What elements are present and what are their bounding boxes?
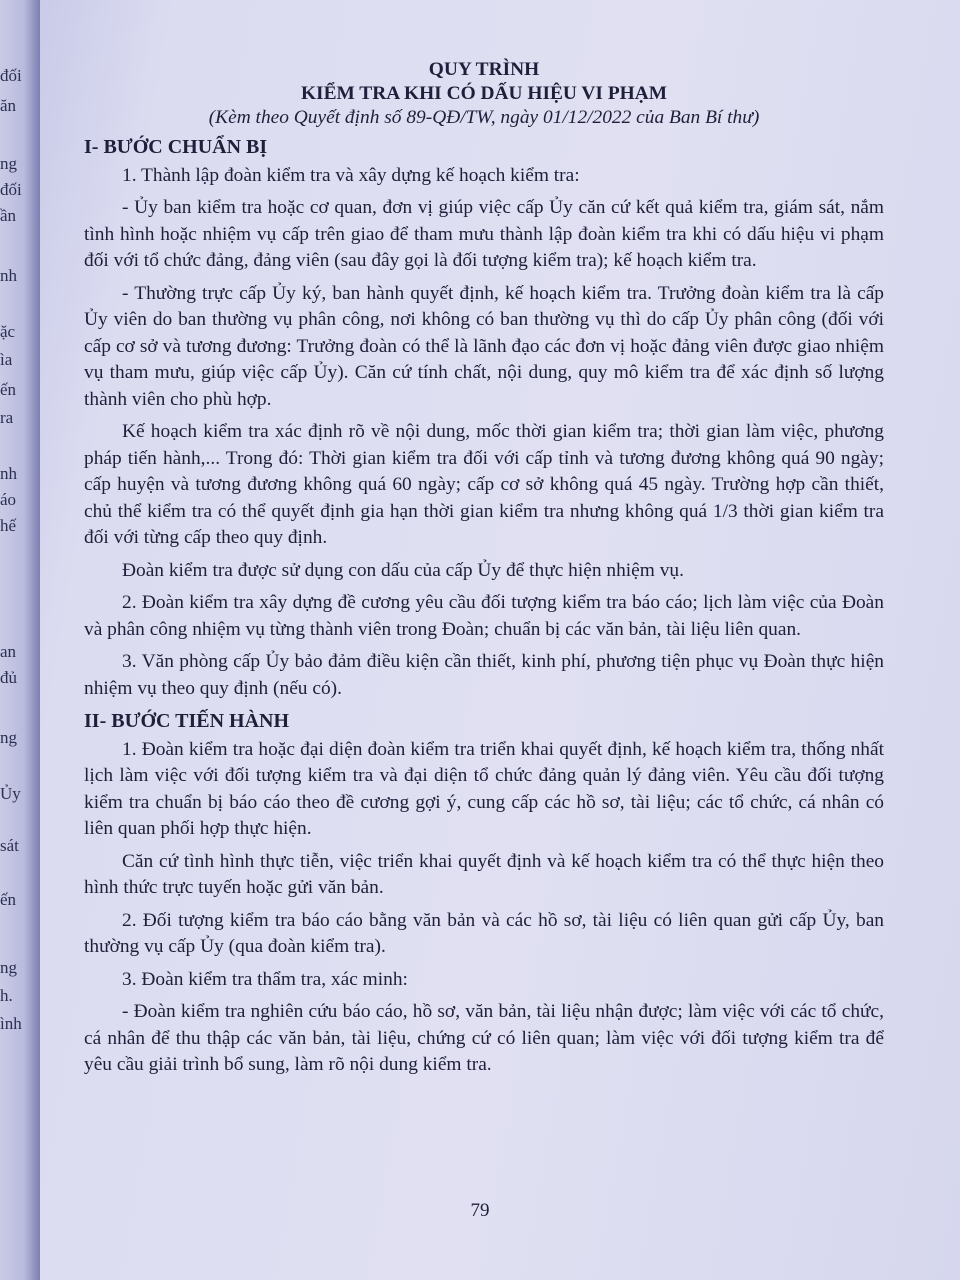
paragraph: 1. Đoàn kiểm tra hoặc đại diện đoàn kiểm tra triển khai quyết định, kế hoạch kiểm tra, thống nhất lịch làm việc với đối tượng kiểm tra và đại diện tổ chức đảng quản lý đảng viên. Yêu cầu đối tượng kiểm tra chuẩn bị báo cáo theo đề cương gợi ý, cung cấp các hồ sơ, tài liệu; các tổ chức, cá nhân có liên quan phối hợp thực hiện. <box>84 738 884 839</box>
margin-fragment: an <box>0 642 17 661</box>
page-number: 79 <box>470 1200 490 1221</box>
paragraph: 1. Thành lập đoàn kiểm tra và xây dựng kế hoạch kiểm tra: <box>122 164 580 186</box>
paragraph: 3. Đoàn kiểm tra thẩm tra, xác minh: <box>122 968 408 990</box>
section-heading-execution: II- BƯỚC TIẾN HÀNH <box>84 710 290 732</box>
margin-fragment: đối <box>0 180 22 199</box>
section-heading-preparation: I- BƯỚC CHUẨN BỊ <box>84 136 268 158</box>
margin-fragment: ra <box>0 408 14 427</box>
margin-fragment: ến <box>0 890 17 909</box>
paragraph: Căn cứ tình hình thực tiễn, việc triển khai quyết định và kế hoạch kiểm tra có thể thực hiện theo hình thức trực tuyến hoặc gửi văn bản. <box>84 850 884 898</box>
paragraph: - Đoàn kiểm tra nghiên cứu báo cáo, hồ sơ, văn bản, tài liệu nhận được; làm việc với các tổ chức, cá nhân để thu thập các văn bản, tài liệu, chứng cứ có liên quan; làm việc với đối tượng kiểm tra để yêu cầu giải trình bổ sung, làm rõ nội dung kiểm tra. <box>84 1001 884 1075</box>
margin-fragment: đủ <box>0 668 17 687</box>
paragraph: Đoàn kiểm tra được sử dụng con dấu của cấp Ủy để thực hiện nhiệm vụ. <box>122 559 684 581</box>
margin-fragment: ến <box>0 380 17 399</box>
margin-fragment: ng <box>0 728 17 747</box>
margin-fragment: Ủy <box>0 784 21 803</box>
margin-fragment: ìa <box>0 350 13 369</box>
book-page <box>40 0 960 1280</box>
paragraph: - Ủy ban kiểm tra hoặc cơ quan, đơn vị giúp việc cấp Ủy căn cứ kết quả kiểm tra, giám sát, nắm tình hình hoặc nhiệm vụ cấp trên giao để tham mưu thành lập đoàn kiểm tra khi có dấu hiệu vi phạm đối với tổ chức đảng, đảng viên (sau đây gọi là đối tượng kiểm tra); kế hoạch kiểm tra. <box>84 197 884 271</box>
margin-fragment: ng <box>0 154 17 173</box>
margin-fragment: ặc <box>0 322 16 341</box>
margin-fragment: ng <box>0 958 17 977</box>
margin-fragment: nh <box>0 266 17 285</box>
margin-fragment: nh <box>0 464 17 483</box>
margin-fragment: sát <box>0 836 19 855</box>
paragraph: Kế hoạch kiểm tra xác định rõ về nội dung, mốc thời gian kiểm tra; thời gian làm việc, phương pháp tiến hành,... Trong đó: Thời gian kiểm tra đối với cấp tỉnh và tương đương không quá 90 ngày; cấp huyện và tương đương không quá 60 ngày; cấp cơ sở không quá 45 ngày. Trường hợp cần thiết, chủ thể kiểm tra có thể quyết định gia hạn thời gian kiểm tra nhưng không quá 1/3 thời gian kiểm tra đối với từng cấp theo quy định. <box>84 421 884 548</box>
margin-fragment: áo <box>0 490 17 509</box>
margin-fragment: ần <box>0 206 17 225</box>
margin-fragment: ình <box>0 1014 22 1033</box>
paragraph: 2. Đoàn kiểm tra xây dựng đề cương yêu cầu đối tượng kiểm tra báo cáo; lịch làm việc của Đoàn và phân công nhiệm vụ từng thành viên trong Đoàn; chuẩn bị các văn bản, tài liệu liên quan. <box>84 592 884 640</box>
paragraph: 3. Văn phòng cấp Ủy bảo đảm điều kiện cần thiết, kinh phí, phương tiện phục vụ Đoàn thực hiện nhiệm vụ theo quy định (nếu có). <box>84 651 884 699</box>
margin-fragment: ăn <box>0 96 17 115</box>
document-title-subject: KIỂM TRA KHI CÓ DẤU HIỆU VI PHẠM <box>300 83 668 104</box>
margin-fragment: hế <box>0 516 17 535</box>
paragraph: 2. Đối tượng kiểm tra báo cáo bằng văn bản và các hồ sơ, tài liệu có liên quan gửi cấp Ủy, ban thường vụ cấp Ủy (qua đoàn kiểm tra). <box>84 909 884 957</box>
page-content <box>84 58 884 1085</box>
margin-fragment: đối <box>0 66 22 85</box>
margin-fragment: h. <box>0 986 13 1005</box>
document-title: QUY TRÌNH <box>428 59 540 80</box>
document-subtitle: (Kèm theo Quyết định số 89-QĐ/TW, ngày 01/12/2022 của Ban Bí thư) <box>208 107 760 128</box>
paragraph: - Thường trực cấp Ủy ký, ban hành quyết định, kế hoạch kiểm tra. Trưởng đoàn kiểm tra là cấp Ủy viên do ban thường vụ phân công, nơi không có ban thường vụ thì do cấp Ủy phân công (đối với cấp cơ sở và tương đương: Trưởng đoàn có thể là lãnh đạo các đơn vị hoặc đảng viên được giao nhiệm vụ tham mưu, giúp việc cấp Ủy). Căn cứ tính chất, nội dung, quy mô kiểm tra để xác định số lượng thành viên cho phù hợp. <box>84 282 884 410</box>
facing-page-edge <box>0 0 40 1280</box>
